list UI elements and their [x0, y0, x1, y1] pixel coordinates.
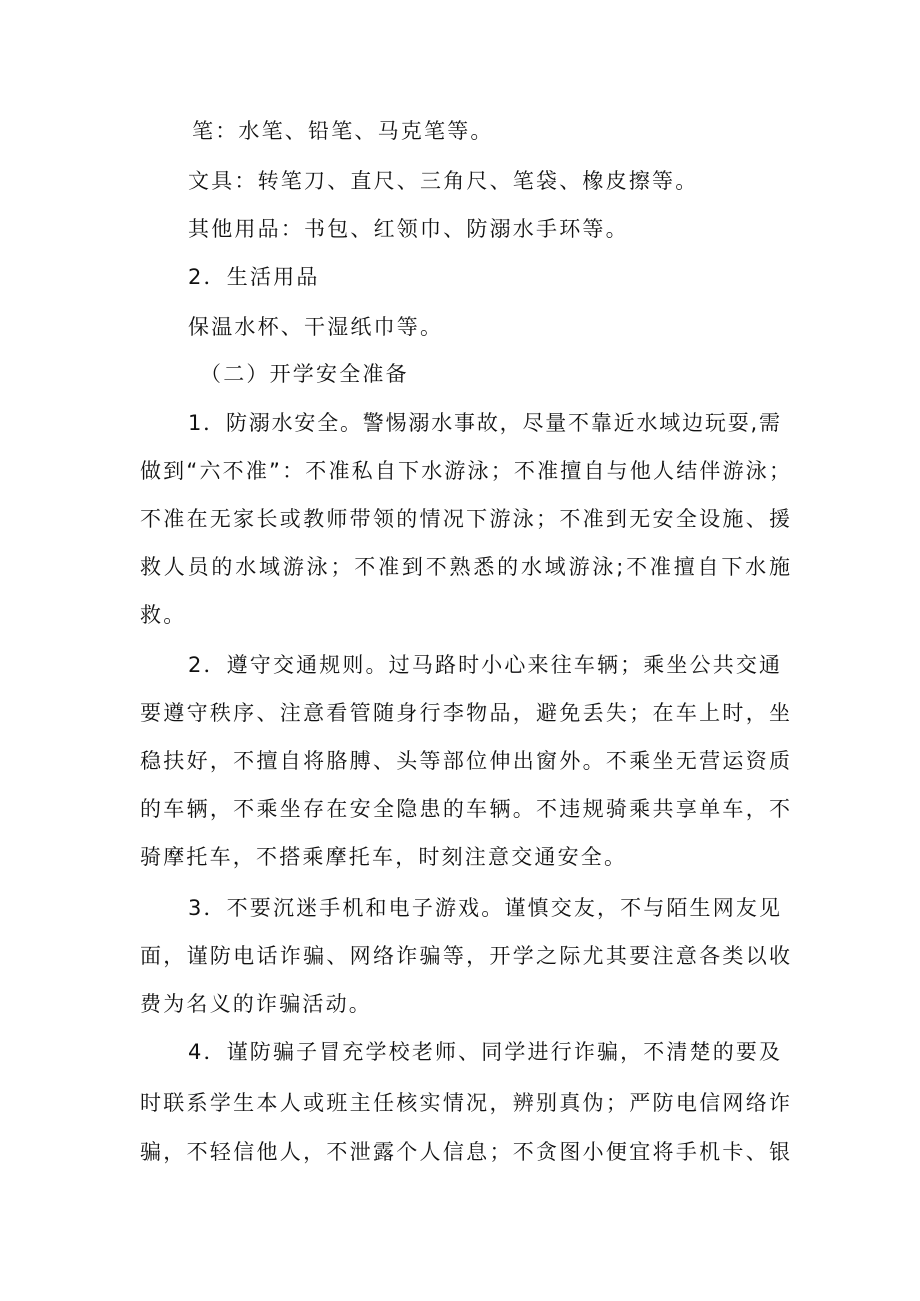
text-line: 笔：水笔、铅笔、马克笔等。 [192, 119, 494, 143]
paragraph-line: 4．谨防骗子冒充学校老师、同学进行诈骗，不清楚的要及 [188, 1040, 780, 1064]
paragraph-line: 稳扶好，不擅自将胳膊、头等部位伸出窗外。不乘坐无营运资质 [140, 749, 790, 773]
paragraph-line: 3．不要沉迷手机和电子游戏。谨慎交友，不与陌生网友见 [188, 896, 780, 920]
paragraph-line: 的车辆，不乘坐存在安全隐患的车辆。不违规骑乘共享单车，不 [140, 797, 790, 821]
paragraph-line: 救人员的水域游泳；不准到不熟悉的水域游泳;不准擅自下水施 [140, 555, 790, 579]
paragraph-line: 要遵守秩序、注意看管随身行李物品，避免丢失；在车上时，坐 [140, 701, 790, 725]
paragraph-line: 骗，不轻信他人，不泄露个人信息；不贪图小便宜将手机卡、银 [140, 1140, 790, 1164]
paragraph-line: 做到“六不准”：不准私自下水游泳；不准擅自与他人结伴游泳； [140, 459, 790, 483]
paragraph-line: 不准在无家长或教师带领的情况下游泳；不准到无安全设施、援 [140, 507, 790, 531]
text-line: 其他用品：书包、红领巾、防溺水手环等。 [188, 217, 629, 241]
section-heading: 2．生活用品 [188, 265, 320, 289]
paragraph-line: 面，谨防电话诈骗、网络诈骗等，开学之际尤其要注意各类以收 [140, 944, 790, 968]
text-line: 文具：转笔刀、直尺、三角尺、笔袋、橡皮擦等。 [188, 169, 699, 193]
paragraph-line: 骑摩托车，不搭乘摩托车，时刻注意交通安全。 [140, 845, 628, 869]
paragraph-line: 救。 [140, 603, 187, 627]
section-heading: （二）开学安全准备 [200, 362, 409, 386]
paragraph-line: 1．防溺水安全。警惕溺水事故，尽量不靠近水域边玩耍,需 [188, 411, 780, 435]
paragraph-line: 2．遵守交通规则。过马路时小心来往车辆；乘坐公共交通 [188, 653, 780, 677]
paragraph-line: 费为名义的诈骗活动。 [140, 992, 372, 1016]
paragraph-line: 时联系学生本人或班主任核实情况，辨别真伪；严防电信网络诈 [140, 1091, 790, 1115]
text-line: 保温水杯、干湿纸巾等。 [188, 315, 444, 339]
